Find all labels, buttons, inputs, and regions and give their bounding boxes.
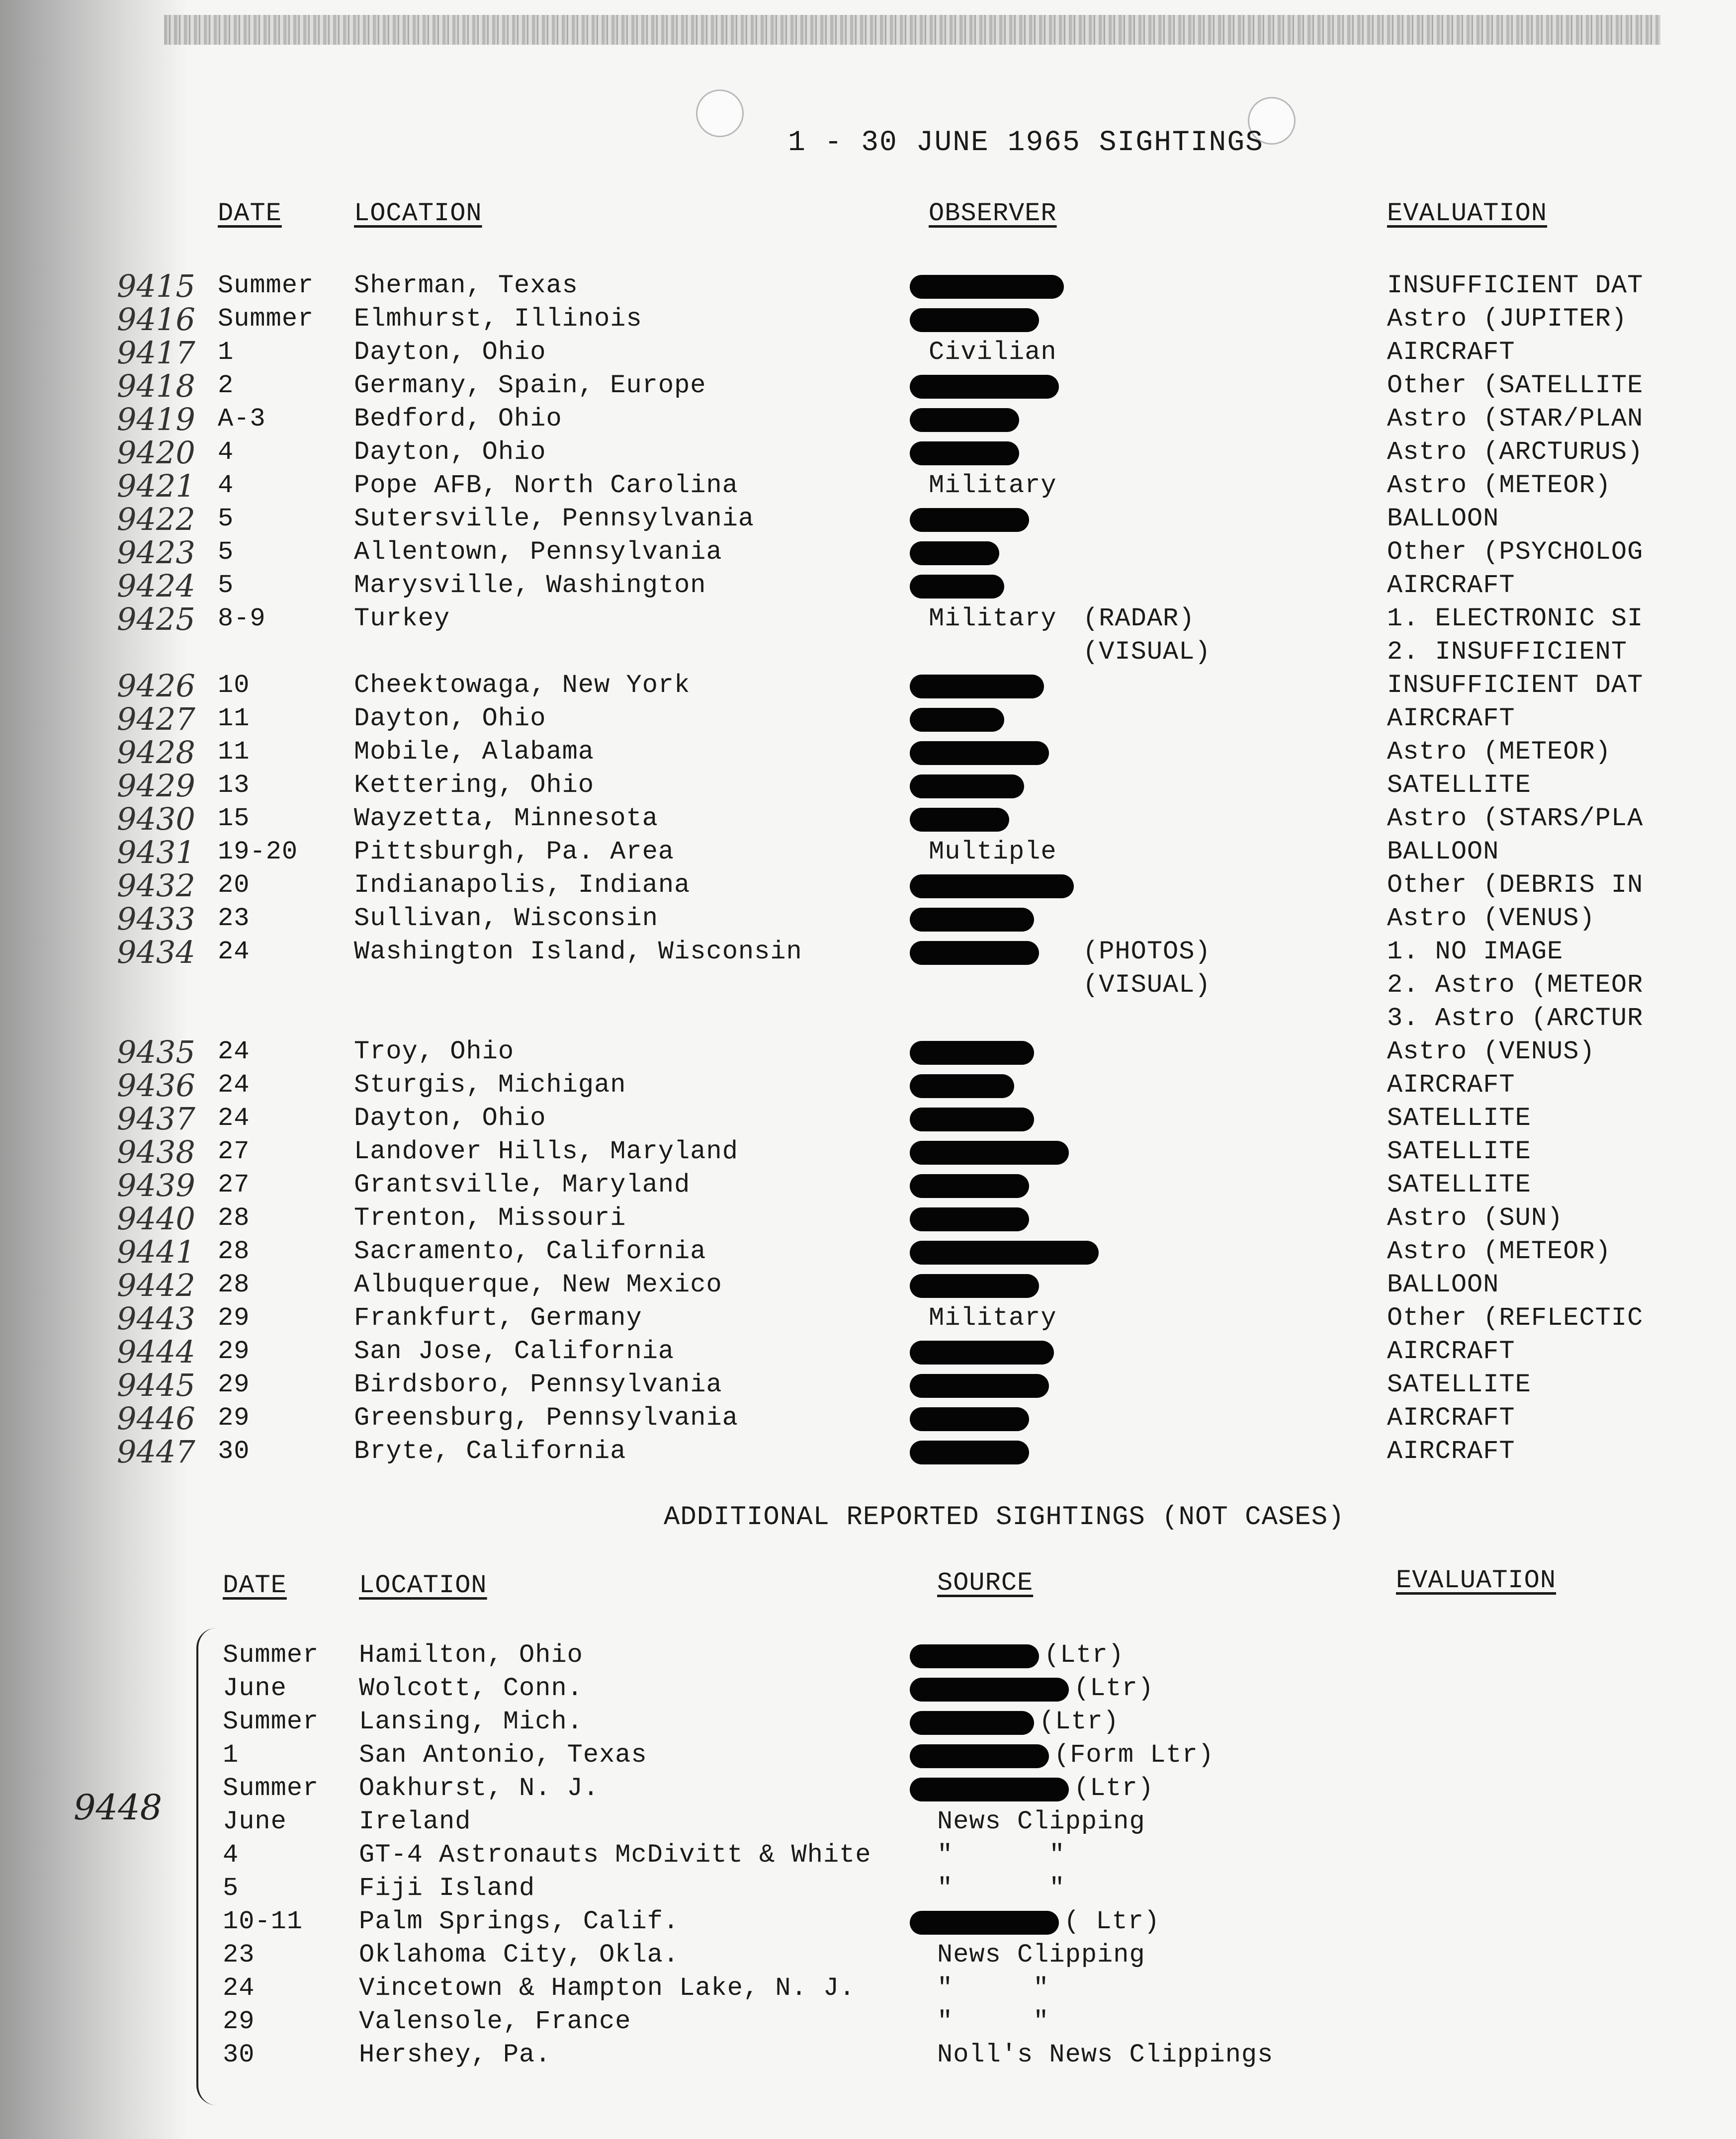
- redaction-mark: [910, 375, 1059, 399]
- date-cell: 10-11: [223, 1907, 303, 1936]
- location-cell: Fiji Island: [359, 1874, 535, 1903]
- table-row: [0, 534, 1736, 571]
- redaction-mark: [910, 541, 999, 565]
- evaluation-cell: INSUFFICIENT DAT: [1387, 671, 1644, 700]
- location-cell: Bryte, California: [354, 1437, 626, 1466]
- punch-hole: [696, 89, 744, 137]
- evaluation-cell: BALLOON: [1387, 837, 1499, 866]
- table-row: [0, 1034, 1736, 1070]
- location-cell: Germany, Spain, Europe: [354, 371, 706, 400]
- additional-header-source: SOURCE: [937, 1568, 1034, 1598]
- location-cell: Hershey, Pa.: [359, 2040, 551, 2069]
- additional-header-date: DATE: [223, 1571, 287, 1600]
- evaluation-cell: Astro (STAR/PLAN: [1387, 404, 1644, 433]
- evaluation-cell: Astro (METEOR): [1387, 737, 1611, 767]
- evaluation-cell: Astro (JUPITER): [1387, 304, 1628, 334]
- case-number: 9432: [117, 867, 195, 904]
- date-cell: 20: [218, 870, 250, 900]
- table-row: [0, 1840, 1736, 1874]
- date-cell: 28: [218, 1270, 250, 1299]
- evaluation-cell: BALLOON: [1387, 1270, 1499, 1299]
- redaction-mark: [910, 441, 1019, 465]
- observer-note-cell: (PHOTOS): [1083, 937, 1211, 966]
- date-cell: 15: [218, 804, 250, 833]
- case-number: 9446: [117, 1400, 195, 1437]
- evaluation-cell: SATELLITE: [1387, 1370, 1531, 1399]
- case-number: 9425: [117, 601, 195, 637]
- table-row: [0, 834, 1736, 870]
- location-cell: GT-4 Astronauts McDivitt & White: [359, 1840, 871, 1870]
- redaction-mark: [910, 774, 1024, 798]
- location-cell: Dayton, Ohio: [354, 437, 546, 467]
- location-cell: Elmhurst, Illinois: [354, 304, 642, 334]
- case-number: 9441: [117, 1234, 195, 1270]
- location-cell: Washington Island, Wisconsin: [354, 937, 802, 966]
- redaction-mark: [910, 1341, 1054, 1365]
- evaluation-cell: SATELLITE: [1387, 770, 1531, 800]
- location-cell: Ireland: [359, 1807, 471, 1836]
- evaluation-cell: Astro (VENUS): [1387, 904, 1595, 933]
- additional-header-location: LOCATION: [359, 1571, 487, 1600]
- location-cell: Oakhurst, N. J.: [359, 1774, 600, 1803]
- date-cell: 23: [218, 904, 250, 933]
- evaluation-cell: AIRCRAFT: [1387, 1403, 1515, 1433]
- case-number: 9429: [117, 768, 195, 804]
- date-cell: 4: [218, 437, 234, 467]
- evaluation-cell: INSUFFICIENT DAT: [1387, 271, 1644, 300]
- location-cell: Wolcott, Conn.: [359, 1674, 583, 1703]
- date-cell: 29: [218, 1303, 250, 1333]
- date-cell: 29: [218, 1403, 250, 1433]
- location-cell: Allentown, Pennsylvania: [354, 537, 722, 567]
- case-number: 9418: [117, 368, 195, 404]
- date-cell: 24: [218, 1070, 250, 1100]
- location-cell: Cheektowaga, New York: [354, 671, 691, 700]
- date-cell: Summer: [218, 271, 314, 300]
- table-row: [0, 1334, 1736, 1370]
- table-row: [0, 434, 1736, 471]
- table-row: [0, 1434, 1736, 1470]
- case-number: 9423: [117, 534, 195, 571]
- date-cell: 29: [218, 1370, 250, 1399]
- location-cell: San Antonio, Texas: [359, 1740, 647, 1770]
- table-row: [0, 2007, 1736, 2040]
- date-cell: 11: [218, 737, 250, 767]
- location-cell: Bedford, Ohio: [354, 404, 562, 433]
- case-number: 9431: [117, 834, 195, 870]
- redaction-mark: [910, 1174, 1029, 1198]
- location-cell: Turkey: [354, 604, 450, 633]
- source-cell: News Clipping: [937, 1940, 1145, 1969]
- evaluation-cell: Other (PSYCHOLOG: [1387, 537, 1644, 567]
- evaluation-cell: Astro (STARS/PLA: [1387, 804, 1644, 833]
- redaction-mark: [910, 1207, 1029, 1231]
- evaluation-cell: SATELLITE: [1387, 1104, 1531, 1133]
- location-cell: Birdsboro, Pennsylvania: [354, 1370, 722, 1399]
- date-cell: June: [223, 1807, 287, 1836]
- table-row: [0, 1167, 1736, 1203]
- location-cell: Dayton, Ohio: [354, 704, 546, 733]
- table-row: [0, 701, 1736, 737]
- location-cell: Palm Springs, Calif.: [359, 1907, 680, 1936]
- source-cell: ( Ltr): [1064, 1907, 1160, 1936]
- observer-note-cell: (RADAR): [1083, 604, 1195, 633]
- redaction-mark: [910, 1374, 1049, 1398]
- date-cell: Summer: [218, 304, 314, 334]
- date-cell: 11: [218, 704, 250, 733]
- date-cell: June: [223, 1674, 287, 1703]
- evaluation-cell: 3. Astro (ARCTUR: [1387, 1004, 1644, 1033]
- date-cell: 5: [218, 571, 234, 600]
- evaluation-cell: AIRCRAFT: [1387, 1337, 1515, 1366]
- date-cell: 24: [223, 1973, 255, 2003]
- redaction-mark: [910, 508, 1029, 532]
- table-row: [0, 1200, 1736, 1237]
- redaction-mark: [910, 874, 1074, 898]
- date-cell: 27: [218, 1170, 250, 1199]
- date-cell: 24: [218, 1104, 250, 1133]
- table-row: [0, 1267, 1736, 1303]
- case-number: 9420: [117, 434, 195, 471]
- case-number: 9442: [117, 1267, 195, 1303]
- case-number: 9435: [117, 1034, 195, 1070]
- evaluation-cell: AIRCRAFT: [1387, 571, 1515, 600]
- case-number: 9421: [117, 468, 195, 504]
- redaction-mark: [910, 741, 1049, 765]
- location-cell: San Jose, California: [354, 1337, 675, 1366]
- location-cell: Sturgis, Michigan: [354, 1070, 626, 1100]
- source-cell: " ": [937, 1840, 1065, 1870]
- location-cell: Trenton, Missouri: [354, 1203, 626, 1233]
- evaluation-cell: Other (REFLECTIC: [1387, 1303, 1644, 1333]
- date-cell: 19-20: [218, 837, 298, 866]
- location-cell: Greensburg, Pennsylvania: [354, 1403, 738, 1433]
- table-row: [0, 335, 1736, 371]
- redaction-mark: [910, 1407, 1029, 1431]
- redaction-mark: [910, 1711, 1034, 1735]
- date-cell: 29: [218, 1337, 250, 1366]
- evaluation-cell: SATELLITE: [1387, 1170, 1531, 1199]
- source-cell: " ": [937, 2007, 1049, 2036]
- case-number: 9438: [117, 1134, 195, 1170]
- header-date: DATE: [218, 199, 282, 228]
- redaction-mark: [910, 308, 1039, 332]
- header-evaluation: EVALUATION: [1387, 199, 1548, 228]
- table-row: [0, 770, 1736, 804]
- observer-note-cell: (VISUAL): [1083, 970, 1211, 1000]
- location-cell: Lansing, Mich.: [359, 1707, 583, 1736]
- location-cell: Sutersville, Pennsylvania: [354, 504, 755, 533]
- date-cell: 4: [223, 1840, 239, 1870]
- date-cell: 5: [218, 537, 234, 567]
- date-cell: 10: [218, 671, 250, 700]
- evaluation-cell: 1. ELECTRONIC SI: [1387, 604, 1644, 633]
- redaction-mark: [910, 908, 1034, 932]
- table-row: [0, 468, 1736, 504]
- scan-top-edge: [164, 15, 1660, 45]
- evaluation-cell: 2. Astro (METEOR: [1387, 970, 1644, 1000]
- evaluation-cell: Astro (VENUS): [1387, 1037, 1595, 1066]
- additional-section-title: ADDITIONAL REPORTED SIGHTINGS (NOT CASES): [664, 1502, 1345, 1533]
- date-cell: 2: [218, 371, 234, 400]
- case-number: 9424: [117, 568, 195, 604]
- redaction-mark: [910, 1108, 1034, 1131]
- table-row: [0, 1067, 1736, 1104]
- evaluation-cell: Astro (SUN): [1387, 1203, 1563, 1233]
- redaction-mark: [910, 1241, 1099, 1265]
- evaluation-cell: AIRCRAFT: [1387, 1070, 1515, 1100]
- table-row: [0, 1101, 1736, 1137]
- case-number: 9415: [117, 268, 195, 304]
- table-row: [0, 301, 1736, 338]
- table-row: [0, 1807, 1736, 1840]
- table-row: [0, 601, 1736, 637]
- location-cell: Marysville, Washington: [354, 571, 706, 600]
- case-number: 9437: [117, 1101, 195, 1137]
- redaction-mark: [910, 1911, 1059, 1935]
- header-observer: OBSERVER: [929, 199, 1057, 228]
- location-cell: Sherman, Texas: [354, 271, 578, 300]
- table-row: [0, 668, 1736, 704]
- case-number: 9436: [117, 1067, 195, 1104]
- source-cell: News Clipping: [937, 1807, 1145, 1836]
- date-cell: 24: [218, 1037, 250, 1066]
- table-row: [0, 1674, 1736, 1707]
- evaluation-cell: SATELLITE: [1387, 1137, 1531, 1166]
- date-cell: 1: [223, 1740, 239, 1770]
- date-cell: 30: [223, 2040, 255, 2069]
- case-number: 9444: [117, 1334, 195, 1370]
- date-cell: 8-9: [218, 604, 266, 633]
- table-row: [0, 1740, 1736, 1774]
- date-cell: 28: [218, 1203, 250, 1233]
- date-cell: Summer: [223, 1774, 319, 1803]
- source-cell: (Form Ltr): [1054, 1740, 1215, 1770]
- redaction-mark: [910, 1274, 1039, 1298]
- redaction-mark: [910, 1141, 1069, 1165]
- location-cell: Albuquerque, New Mexico: [354, 1270, 722, 1299]
- observer-note-cell: (VISUAL): [1083, 637, 1211, 667]
- case-number: 9434: [117, 934, 195, 970]
- table-row: [0, 970, 1736, 1004]
- date-cell: 30: [218, 1437, 250, 1466]
- case-number: 9433: [117, 901, 195, 937]
- redaction-mark: [910, 808, 1009, 832]
- observer-cell: Military: [929, 471, 1057, 500]
- evaluation-cell: Other (DEBRIS IN: [1387, 870, 1644, 900]
- evaluation-cell: 2. INSUFFICIENT: [1387, 637, 1628, 667]
- redaction-mark: [910, 275, 1064, 299]
- table-row: [0, 1367, 1736, 1403]
- redaction-mark: [910, 1644, 1039, 1668]
- table-row: [0, 801, 1736, 837]
- source-cell: " ": [937, 1874, 1065, 1903]
- table-row: [0, 934, 1736, 970]
- date-cell: 5: [223, 1874, 239, 1903]
- case-number: 9419: [117, 401, 195, 437]
- table-row: [0, 268, 1736, 304]
- additional-header-evaluation: EVALUATION: [1396, 1566, 1557, 1595]
- evaluation-cell: AIRCRAFT: [1387, 1437, 1515, 1466]
- observer-cell: Multiple: [929, 837, 1057, 866]
- redaction-mark: [910, 1074, 1014, 1098]
- table-row: [0, 867, 1736, 904]
- location-cell: Hamilton, Ohio: [359, 1640, 583, 1670]
- source-cell: " ": [937, 1973, 1049, 2003]
- case-number: 9428: [117, 734, 195, 770]
- table-row: [0, 1134, 1736, 1170]
- date-cell: A-3: [218, 404, 266, 433]
- location-cell: Sacramento, California: [354, 1237, 706, 1266]
- location-cell: Frankfurt, Germany: [354, 1303, 642, 1333]
- table-row: [0, 1973, 1736, 2007]
- redaction-mark: [910, 1441, 1029, 1464]
- case-number: 9430: [117, 801, 195, 837]
- case-number: 9439: [117, 1167, 195, 1203]
- observer-cell: Military: [929, 1303, 1057, 1333]
- case-number: 9427: [117, 701, 195, 737]
- redaction-mark: [910, 675, 1044, 698]
- table-row: [0, 1640, 1736, 1674]
- observer-cell: Military: [929, 604, 1057, 633]
- date-cell: 28: [218, 1237, 250, 1266]
- table-row: [0, 401, 1736, 437]
- date-cell: 4: [218, 471, 234, 500]
- redaction-mark: [910, 575, 1004, 599]
- location-cell: Landover Hills, Maryland: [354, 1137, 738, 1166]
- table-row: [0, 1874, 1736, 1907]
- location-cell: Dayton, Ohio: [354, 338, 546, 367]
- location-cell: Troy, Ohio: [354, 1037, 515, 1066]
- date-cell: Summer: [223, 1640, 319, 1670]
- source-cell: Noll's News Clippings: [937, 2040, 1274, 2069]
- date-cell: 23: [223, 1940, 255, 1969]
- evaluation-cell: Astro (METEOR): [1387, 471, 1611, 500]
- date-cell: 24: [218, 937, 250, 966]
- evaluation-cell: AIRCRAFT: [1387, 704, 1515, 733]
- source-cell: (Ltr): [1074, 1674, 1154, 1703]
- table-row: [0, 2040, 1736, 2073]
- table-row: [0, 637, 1736, 671]
- case-number: 9443: [117, 1300, 195, 1337]
- table-row: [0, 901, 1736, 937]
- table-row: [0, 1234, 1736, 1270]
- case-number: 9447: [117, 1434, 195, 1470]
- date-cell: 5: [218, 504, 234, 533]
- evaluation-cell: BALLOON: [1387, 504, 1499, 533]
- redaction-mark: [910, 941, 1039, 965]
- date-cell: Summer: [223, 1707, 319, 1736]
- table-row: [0, 368, 1736, 404]
- date-cell: 29: [223, 2007, 255, 2036]
- margin-case-number: 9448: [74, 1787, 163, 1828]
- location-cell: Indianapolis, Indiana: [354, 870, 691, 900]
- case-number: 9426: [117, 668, 195, 704]
- evaluation-cell: AIRCRAFT: [1387, 338, 1515, 367]
- location-cell: Vincetown & Hampton Lake, N. J.: [359, 1973, 856, 2003]
- source-cell: (Ltr): [1039, 1707, 1120, 1736]
- case-number: 9422: [117, 501, 195, 537]
- redaction-mark: [910, 708, 1004, 732]
- table-row: [0, 1907, 1736, 1940]
- location-cell: Mobile, Alabama: [354, 737, 595, 767]
- table-row: [0, 1707, 1736, 1740]
- location-cell: Dayton, Ohio: [354, 1104, 546, 1133]
- source-cell: (Ltr): [1074, 1774, 1154, 1803]
- observer-cell: Civilian: [929, 338, 1057, 367]
- case-number: 9440: [117, 1200, 195, 1237]
- table-row: [0, 1774, 1736, 1807]
- case-number: 9445: [117, 1367, 195, 1403]
- location-cell: Oklahoma City, Okla.: [359, 1940, 680, 1969]
- table-row: [0, 1300, 1736, 1337]
- location-cell: Pittsburgh, Pa. Area: [354, 837, 675, 866]
- page-title: 1 - 30 JUNE 1965 SIGHTINGS: [788, 127, 1264, 159]
- redaction-mark: [910, 1744, 1049, 1768]
- redaction-mark: [910, 1778, 1069, 1801]
- date-cell: 1: [218, 338, 234, 367]
- case-number: 9417: [117, 335, 195, 371]
- date-cell: 27: [218, 1137, 250, 1166]
- evaluation-cell: Astro (METEOR): [1387, 1237, 1611, 1266]
- location-cell: Pope AFB, North Carolina: [354, 471, 738, 500]
- redaction-mark: [910, 1678, 1069, 1702]
- location-cell: Sullivan, Wisconsin: [354, 904, 658, 933]
- table-row: [0, 1940, 1736, 1973]
- evaluation-cell: Astro (ARCTURUS): [1387, 437, 1644, 467]
- header-location: LOCATION: [354, 199, 482, 228]
- case-number: 9416: [117, 301, 195, 338]
- table-row: [0, 568, 1736, 604]
- source-cell: (Ltr): [1044, 1640, 1125, 1670]
- location-cell: Wayzetta, Minnesota: [354, 804, 658, 833]
- redaction-mark: [910, 1041, 1034, 1065]
- table-row: [0, 734, 1736, 770]
- table-row: [0, 501, 1736, 537]
- date-cell: 13: [218, 770, 250, 800]
- table-row: [0, 1400, 1736, 1437]
- location-cell: Grantsville, Maryland: [354, 1170, 691, 1199]
- evaluation-cell: 1. NO IMAGE: [1387, 937, 1563, 966]
- location-cell: Valensole, France: [359, 2007, 631, 2036]
- redaction-mark: [910, 408, 1019, 432]
- location-cell: Kettering, Ohio: [354, 770, 595, 800]
- table-row: [0, 1004, 1736, 1037]
- evaluation-cell: Other (SATELLITE: [1387, 371, 1644, 400]
